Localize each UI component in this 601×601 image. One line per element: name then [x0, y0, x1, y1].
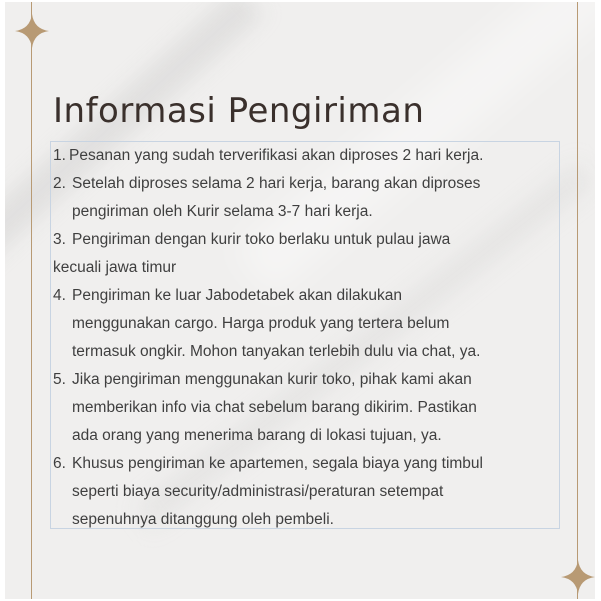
item-number: 3. — [53, 231, 66, 248]
shipping-info-list — [50, 141, 560, 529]
item-text: termasuk ongkir. Mohon tanyakan terlebih dulu via chat, ya. — [72, 343, 481, 360]
item-text: ada orang yang menerima barang di lokasi tujuan, ya. — [72, 427, 442, 444]
left-border-line — [31, 2, 32, 599]
item-number: 4. — [53, 287, 66, 304]
item-number: 2. — [53, 175, 66, 192]
item-text: Setelah diproses selama 2 hari kerja, barang akan diproses — [72, 175, 481, 192]
info-card — [5, 2, 595, 599]
item-text: Jika pengiriman menggunakan kurir toko, pihak kami akan — [72, 371, 472, 388]
right-border-line — [577, 2, 578, 599]
item-number: 5. — [53, 371, 66, 388]
four-point-star-icon — [15, 14, 49, 48]
item-text: Khusus pengiriman ke apartemen, segala biaya yang timbul — [72, 455, 483, 472]
item-number: 6. — [53, 455, 66, 472]
item-number: 1. — [53, 147, 66, 164]
item-text: Pesanan yang sudah terverifikasi akan diproses 2 hari kerja. — [69, 147, 484, 164]
item-text: sepenuhnya ditanggung oleh pembeli. — [72, 511, 334, 528]
item-text: Pengiriman dengan kurir toko berlaku untuk pulau jawa — [72, 231, 451, 248]
item-text: menggunakan cargo. Harga produk yang tertera belum — [72, 315, 450, 332]
item-text: memberikan info via chat sebelum barang dikirim. Pastikan — [72, 399, 477, 416]
four-point-star-icon — [561, 560, 595, 594]
page-title: Informasi Pengiriman — [53, 91, 425, 131]
item-text: seperti biaya security/administrasi/peraturan setempat — [72, 483, 444, 500]
item-text: pengiriman oleh Kurir selama 3-7 hari kerja. — [72, 203, 373, 220]
item-text: kecuali jawa timur — [53, 259, 177, 276]
item-text: Pengiriman ke luar Jabodetabek akan dilakukan — [72, 287, 403, 304]
